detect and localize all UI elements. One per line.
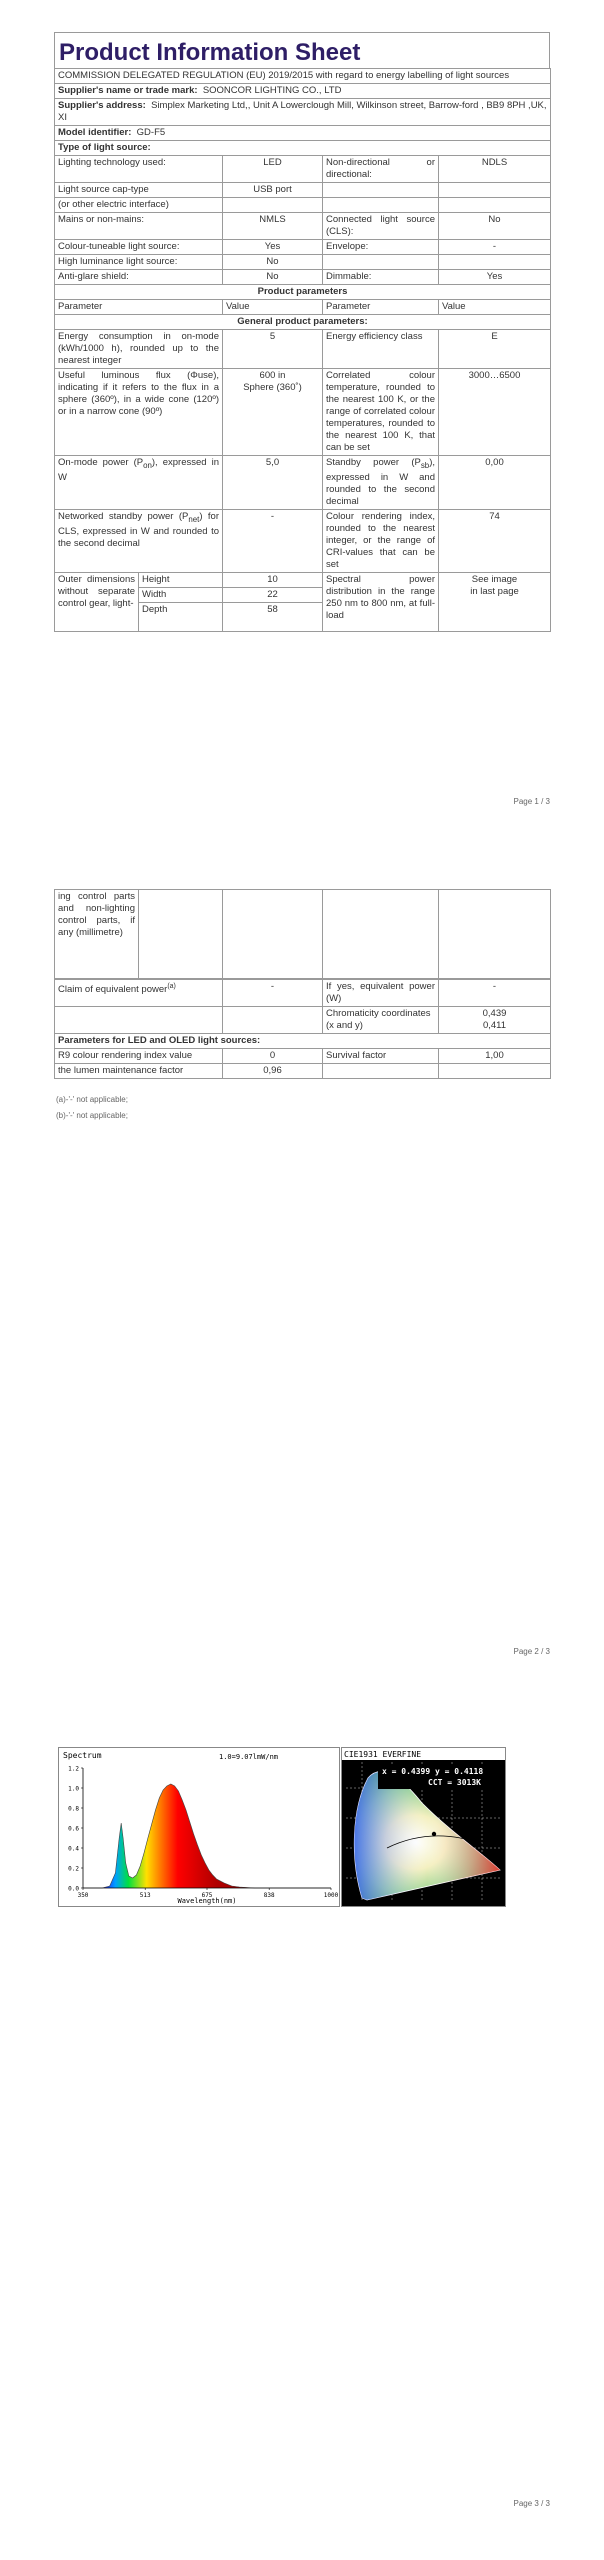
envelope-label: Envelope: xyxy=(323,240,439,255)
on-mode-power-label-a: On-mode power (P xyxy=(58,457,144,468)
connected-value: No xyxy=(439,213,551,240)
on-mode-power-label xyxy=(55,456,223,510)
depth-label: Depth xyxy=(139,602,223,631)
colour-tuneable-label: Colour-tuneable light source: xyxy=(55,240,223,255)
chromaticity-point xyxy=(432,1832,436,1836)
chromaticity-label: Chromaticity coordinates (x and y) xyxy=(323,1007,439,1034)
height-label: Height xyxy=(139,573,223,588)
networked-standby-sub: net xyxy=(188,514,200,524)
column-header-value: Value xyxy=(439,300,551,315)
energy-consumption-label: Energy consumption in on-mode (kWh/1000 h), rounded up to the nearest integer xyxy=(55,330,223,369)
spectrum-title: Spectrum xyxy=(63,1751,102,1760)
x-tick-label: 1000 xyxy=(323,1892,339,1899)
survival-factor-label: Survival factor xyxy=(323,1049,439,1064)
page-number-3: Page 3 / 3 xyxy=(513,2499,550,2508)
dimmable-label: Dimmable: xyxy=(323,270,439,285)
spectrum-chart xyxy=(58,1747,340,1907)
cct-label: Correlated colour temperature, rounded to the nearest 100 K, or the range of correlated colour temperatures, rounded to the nearest 100 K, that can be set xyxy=(323,369,439,456)
networked-standby-label xyxy=(55,509,223,572)
supplier-address-label: Supplier's address: xyxy=(58,100,146,111)
y-tick-label: 0.0 xyxy=(68,1885,79,1893)
connected-label: Connected light source (CLS): xyxy=(323,213,439,240)
spectrum-y-axis xyxy=(68,1766,83,1893)
luminous-flux-label: Useful luminous flux (Φuse), indicating if it refers to the flux in a sphere (360º), in a wide cone (120º) or in a narrow cone (90º) xyxy=(55,369,223,456)
chromaticity-value xyxy=(439,1007,551,1034)
energy-class-value: E xyxy=(439,330,551,369)
width-value: 22 xyxy=(223,587,323,602)
empty-cell xyxy=(439,890,551,979)
cie-chromaticity-chart xyxy=(341,1747,506,1907)
y-tick-label: 0.8 xyxy=(68,1805,79,1813)
empty-cell xyxy=(439,255,551,270)
equivalent-power-value: - xyxy=(223,980,323,1007)
supplier-name-value: SOONCOR LIGHTING CO., LTD xyxy=(202,85,342,96)
empty-cell xyxy=(55,1007,223,1034)
if-yes-value: - xyxy=(439,980,551,1007)
product-info-table-page1 xyxy=(54,68,550,632)
spectral-value-line2: in last page xyxy=(470,585,519,597)
if-yes-label: If yes, equivalent power (W) xyxy=(323,980,439,1007)
empty-cell xyxy=(223,1007,323,1034)
networked-standby-value: - xyxy=(223,509,323,572)
cie-title: CIE1931 EVERFINE xyxy=(344,1750,422,1759)
energy-class-label: Energy efficiency class xyxy=(323,330,439,369)
r9-label: R9 colour rendering index value xyxy=(55,1049,223,1064)
luminous-flux-value-line2: Sphere (360˚) xyxy=(243,382,302,393)
spectrum-curve-fill xyxy=(83,1784,331,1888)
y-tick-label: 0.6 xyxy=(68,1825,79,1833)
page-title: Product Information Sheet xyxy=(54,32,550,68)
empty-cell xyxy=(223,198,323,213)
column-header-value: Value xyxy=(223,300,323,315)
other-electric-label: (or other electric interface) xyxy=(55,198,223,213)
depth-value: 58 xyxy=(223,602,323,631)
standby-power-value: 0,00 xyxy=(439,456,551,510)
empty-cell xyxy=(439,1064,551,1079)
regulation-text: COMMISSION DELEGATED REGULATION (EU) 2019/2015 with regard to energy labelling of light sources xyxy=(55,69,551,84)
standby-power-label xyxy=(323,456,439,510)
networked-standby-label-b: ) for CLS, expressed in W and rounded to the second decimal xyxy=(58,510,219,549)
luminous-flux-value xyxy=(223,369,323,456)
led-parameters-heading: Parameters for LED and OLED light sources: xyxy=(55,1034,551,1049)
spectrum-scale-note: 1.0=9.07lmW/nm xyxy=(219,1753,279,1761)
supplier-name-row xyxy=(55,84,551,99)
footnote-a-marker: (a) xyxy=(167,983,176,990)
y-tick-label: 1.0 xyxy=(68,1785,79,1793)
high-luminance-value: No xyxy=(223,255,323,270)
page-number-2: Page 2 / 3 xyxy=(513,1647,550,1656)
page-number-1: Page 1 / 3 xyxy=(513,797,550,806)
mains-label: Mains or non-mains: xyxy=(55,213,223,240)
survival-factor-value: 1,00 xyxy=(439,1049,551,1064)
y-tick-label: 0.2 xyxy=(68,1865,79,1873)
non-directional-label: Non-directional or directional: xyxy=(323,156,439,183)
product-info-table-page2 xyxy=(54,889,550,1079)
envelope-value: - xyxy=(439,240,551,255)
outer-dimensions-label-continued: ing control parts and non-lighting control parts, if any (millimetre) xyxy=(55,890,139,979)
cie-diagram xyxy=(342,1748,505,1906)
equivalent-power-label xyxy=(55,980,223,1007)
anti-glare-label: Anti-glare shield: xyxy=(55,270,223,285)
x-tick-label: 838 xyxy=(263,1892,275,1899)
outer-dimensions-label: Outer dimensions without separate control gear, light- xyxy=(55,573,139,632)
cap-type-value: USB port xyxy=(223,183,323,198)
empty-cell xyxy=(439,198,551,213)
networked-standby-label-a: Networked standby power (P xyxy=(58,510,189,522)
empty-cell xyxy=(323,183,439,198)
supplier-name-label: Supplier's name or trade mark: xyxy=(58,85,198,96)
general-parameters-heading: General product parameters: xyxy=(55,315,551,330)
spectral-value-line1: See image xyxy=(471,573,518,585)
cap-type-label: Light source cap-type xyxy=(55,183,223,198)
anti-glare-value: No xyxy=(223,270,323,285)
empty-cell xyxy=(223,890,323,979)
model-label: Model identifier: xyxy=(58,127,132,138)
spectrum-x-label: Wavelength(nm) xyxy=(177,1897,237,1905)
light-source-heading: Type of light source: xyxy=(55,141,551,156)
cri-label: Colour rendering index, rounded to the nearest integer, or the range of CRI-values that can be set xyxy=(323,509,439,572)
colour-tuneable-value: Yes xyxy=(223,240,323,255)
y-tick-label: 0.4 xyxy=(68,1845,79,1853)
lumen-maintenance-label: the lumen maintenance factor xyxy=(55,1064,223,1079)
empty-cell xyxy=(139,890,223,979)
lighting-technology-label: Lighting technology used: xyxy=(55,156,223,183)
footnote-a: (a)-'-' not applicable; xyxy=(56,1095,128,1104)
empty-cell xyxy=(323,1064,439,1079)
empty-cell xyxy=(323,255,439,270)
on-mode-power-value: 5,0 xyxy=(223,456,323,510)
height-value: 10 xyxy=(223,573,323,588)
standby-power-label-b: ), expressed in W and rounded to the second decimal xyxy=(326,457,435,507)
x-tick-label: 350 xyxy=(77,1892,89,1899)
cie-gamut-overlay xyxy=(354,1772,500,1900)
empty-cell xyxy=(323,890,439,979)
empty-cell xyxy=(439,183,551,198)
cie-cct-readout: CCT = 3013K xyxy=(428,1778,481,1787)
mains-value: NMLS xyxy=(223,213,323,240)
non-directional-value: NDLS xyxy=(439,156,551,183)
cct-value: 3000…6500 xyxy=(439,369,551,456)
column-header-parameter: Parameter xyxy=(55,300,223,315)
cie-xy-readout: x = 0.4399 y = 0.4118 xyxy=(382,1767,484,1776)
chromaticity-y: 0,411 xyxy=(482,1020,507,1031)
on-mode-power-label-b: ), expressed in W xyxy=(58,457,219,483)
equivalent-power-text: Claim of equivalent power xyxy=(58,984,168,996)
product-parameters-heading: Product parameters xyxy=(55,285,551,300)
spectral-distribution-value xyxy=(439,573,551,632)
column-header-parameter: Parameter xyxy=(323,300,439,315)
x-tick-label: 675 xyxy=(201,1892,213,1899)
dimmable-value: Yes xyxy=(439,270,551,285)
spectral-distribution-label: Spectral power distribution in the range 250 nm to 800 nm, at full-load xyxy=(323,573,439,632)
supplier-address-row xyxy=(55,99,551,126)
on-mode-power-sub: on xyxy=(143,460,152,470)
footnote-b: (b)-'-' not applicable; xyxy=(56,1111,128,1120)
spectrum-plot xyxy=(59,1748,339,1906)
y-tick-label: 1.2 xyxy=(68,1765,79,1773)
supplier-address-value: Simplex Marketing Ltd,, Unit A Lowerclough Mill, Wilkinson street, Barrow-ford , BB9 8PH ,UK, XI xyxy=(58,100,547,123)
model-row xyxy=(55,126,551,141)
lighting-technology-value: LED xyxy=(223,156,323,183)
standby-power-sub: sb xyxy=(420,460,430,470)
empty-cell xyxy=(323,198,439,213)
standby-power-label-a: Standby power (P xyxy=(326,457,421,468)
x-tick-label: 513 xyxy=(139,1892,151,1899)
lumen-maintenance-value: 0,96 xyxy=(223,1064,323,1079)
high-luminance-label: High luminance light source: xyxy=(55,255,223,270)
r9-value: 0 xyxy=(223,1049,323,1064)
luminous-flux-value-line1: 600 in xyxy=(259,370,286,381)
chromaticity-x: 0,439 xyxy=(482,1008,507,1019)
model-value: GD-F5 xyxy=(136,127,166,138)
energy-consumption-value: 5 xyxy=(223,330,323,369)
cri-value: 74 xyxy=(439,509,551,572)
width-label: Width xyxy=(139,587,223,602)
